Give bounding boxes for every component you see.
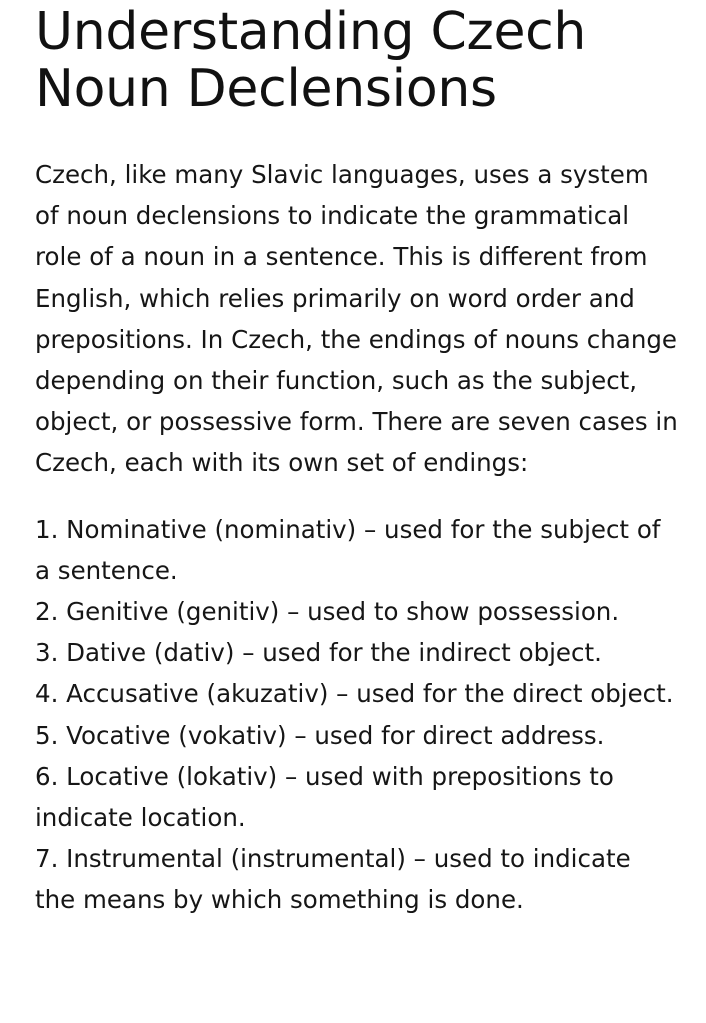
intro-paragraph: Czech, like many Slavic languages, uses a system of noun declensions to indicate the grammatical role of a noun in a sentence. This is different from English, which relies primarily on word order and prepositions. In Czech, the endings of nouns change depending on their function, such as the subject, object, or possessive form. There are seven cases in Czech, each with its own set of endings: (35, 160, 678, 478)
case-item-accusative: 4. Accusative (akuzativ) – used for the direct object. (35, 679, 674, 709)
article-title: Understanding Czech Noun Declensions (35, 2, 587, 119)
case-item-instrumental: 7. Instrumental (instrumental) – used to indicate the means by which something is done. (35, 844, 631, 915)
case-item-genitive: 2. Genitive (genitiv) – used to show possession. (35, 597, 620, 627)
case-list (35, 509, 678, 921)
case-item-nominative: 1. Nominative (nominativ) – used for the subject of a sentence. (35, 514, 661, 585)
case-item-locative: 6. Locative (lokativ) – used with prepositions to indicate location. (35, 761, 614, 833)
case-item-dative: 3. Dative (dativ) – used for the indirect object. (35, 638, 602, 668)
case-item-vocative: 5. Vocative (vokativ) – used for direct address. (35, 720, 605, 750)
